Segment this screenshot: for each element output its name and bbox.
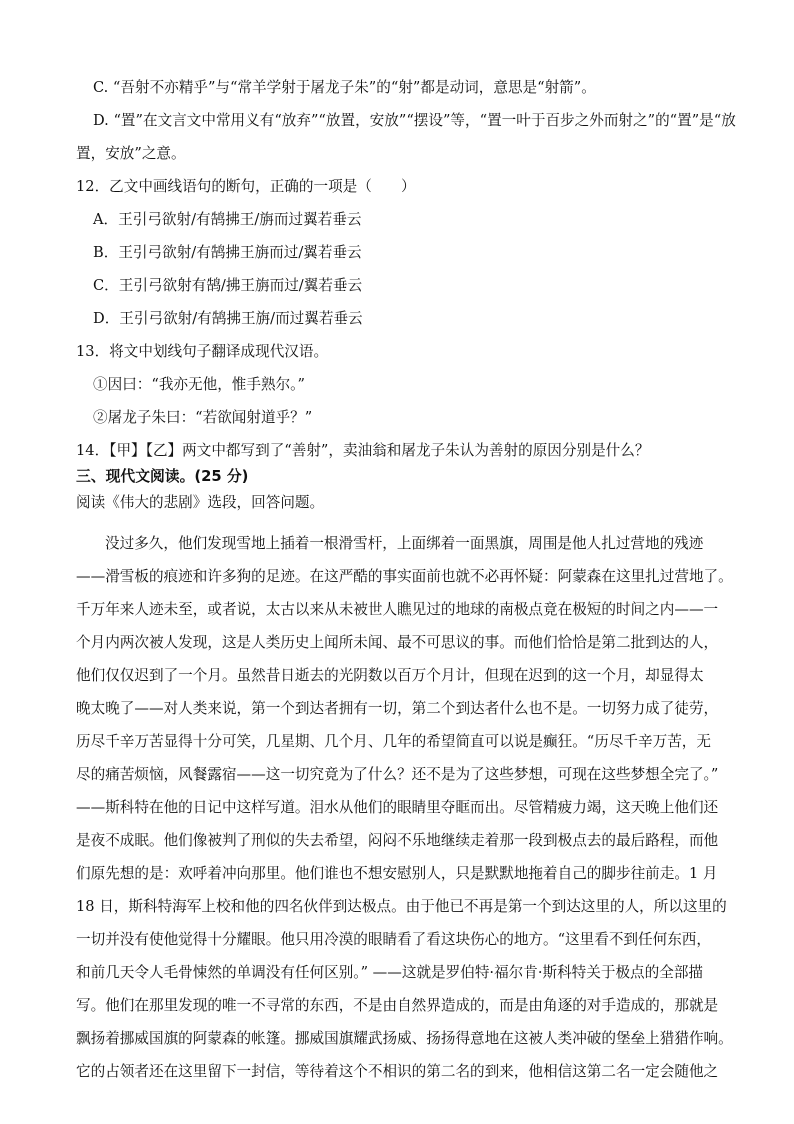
q13-item-2: ②屠龙子朱曰：“若欲闻射道乎？” xyxy=(93,409,313,426)
reading-passage xyxy=(76,527,733,1088)
passage-line: ——滑雪板的痕迹和许多狗的足迹。在这严酷的事实面前也就不必再怀疑：阿蒙森在这里扎过营地了。 xyxy=(76,568,733,585)
passage-line: 历尽千辛万苦显得十分可笑，几星期、几个月、几年的希望简直可以说是癫狂。“历尽千辛万苦，无 xyxy=(76,733,711,750)
passage-line: 一切并没有使他觉得十分耀眼。他只用冷漠的眼睛看了看这块伤心的地方。“这里看不到任何东西， xyxy=(76,931,711,948)
section-3-intro: 阅读《伟大的悲剧》选段，回答问题。 xyxy=(76,494,325,511)
passage-line: 和前几天令人毛骨悚然的单调没有任何区别。” ——这就是罗伯特·福尔肯·斯科特关于极点的全部描 xyxy=(76,964,704,981)
passage-line: 写。他们在那里发现的唯一不寻常的东西，不是由自然界造成的，而是由角逐的对手造成的，那就是 xyxy=(76,997,719,1014)
passage-line: 飘扬着挪威国旗的阿蒙森的帐篷。挪威国旗耀武扬威、扬扬得意地在这被人类冲破的堡垒上猎猎作响。 xyxy=(76,1030,733,1047)
passage-line: 18 日，斯科特海军上校和他的四名伙伴到达极点。由于他已不再是第一个到达这里的人，所以这里的 xyxy=(76,898,727,915)
passage-line: 尽的痛苦烦恼，风餐露宿——这一切究竟为了什么？还不是为了这些梦想，可现在这些梦想全完了。” xyxy=(76,766,719,783)
passage-line: 们原先想的是：欢呼着冲向那里。他们谁也不想安慰别人，只是默默地拖着自己的脚步往前走。1 月 xyxy=(76,865,718,882)
q12-stem: 12．乙文中画线语句的断句，正确的一项是（ ） xyxy=(76,178,416,195)
q12-option-c: C．王引弓欲射有鹄/拂王旃而过/翼若垂云 xyxy=(93,277,363,294)
passage-line: 他们仅仅迟到了一个月。虽然昔日逝去的光阴数以百万个月计，但现在迟到的这一个月，却显得太 xyxy=(76,667,704,684)
q11-option-d-line2: 置，安放”之意。 xyxy=(76,145,186,162)
q12-option-a: A．王引弓欲射/有鹄拂王/旃而过翼若垂云 xyxy=(93,211,362,228)
section-3-title: 三、现代文阅读。(25 分) xyxy=(76,468,249,485)
passage-line: 没过多久，他们发现雪地上插着一根滑雪杆，上面绑着一面黑旗，周围是他人扎过营地的残迹 xyxy=(105,535,704,552)
passage-line: 个月内两次被人发现，这是人类历史上闻所未闻、最不可思议的事。而他们恰恰是第二批到达的人， xyxy=(76,634,719,651)
q11-option-c: C. “吾射不亦精乎”与“常羊学射于屠龙子朱”的“射”都是动词，意思是“射箭”。 xyxy=(93,79,596,96)
q13-item-1: ①因曰：“我亦无他，惟手熟尔。” xyxy=(93,376,305,393)
passage-line: 晚太晚了——对人类来说，第一个到达者拥有一切，第二个到达者什么也不是。一切努力成了徒劳， xyxy=(76,700,719,717)
q13-stem: 13．将文中划线句子翻译成现代汉语。 xyxy=(76,343,329,360)
passage-line: ——斯科特在他的日记中这样写道。泪水从他们的眼睛里夺眶而出。尽管精疲力竭，这天晚上他们还 xyxy=(76,799,719,816)
q12-option-b: B．王引弓欲射/有鹄拂王旃而过/翼若垂云 xyxy=(93,244,362,261)
q12-option-d: D．王引弓欲射/有鹄拂王旃/而过翼若垂云 xyxy=(93,310,363,327)
q11-option-d-line1: D. “置”在文言文中常用义有“放弃”“放置，安放”“摆设”等，“置一叶于百步之外而射之”的“置”是“放 xyxy=(93,112,736,129)
passage-line: 它的占领者还在这里留下一封信，等待着这个不相识的第二名的到来，他相信这第二名一定会随他之 xyxy=(76,1063,719,1080)
q14-stem: 14．【甲】【乙】两文中都写到了“善射”，卖油翁和屠龙子朱认为善射的原因分别是什么？ xyxy=(76,442,650,459)
passage-line: 千万年来人迹未至，或者说，太古以来从未被世人瞧见过的地球的南极点竟在极短的时间之内——一 xyxy=(76,601,719,618)
passage-line: 是夜不成眠。他们像被判了刑似的失去希望，闷闷不乐地继续走着那一段到极点去的最后路程，而他 xyxy=(76,832,719,849)
